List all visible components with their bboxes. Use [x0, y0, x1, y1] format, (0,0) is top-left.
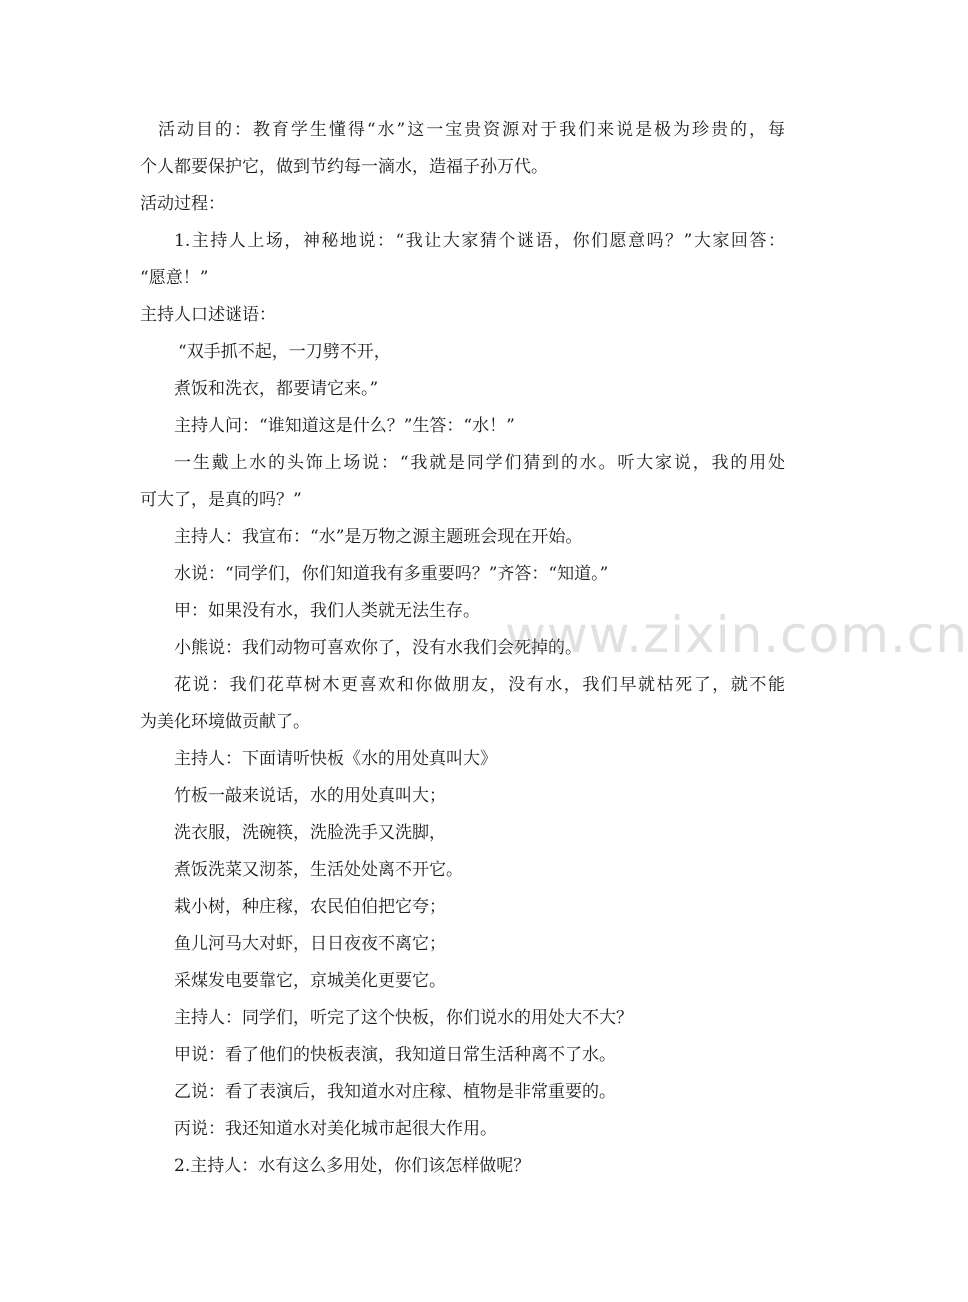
paragraph-line: 活动目的：教育学生懂得“水”这一宝贵资源对于我们来说是极为珍贵的，每	[158, 120, 785, 140]
riddle-line: “双手抓不起，一刀劈不开，	[178, 342, 391, 362]
paragraph-line: 一生戴上水的头饰上场说：“我就是同学们猜到的水。听大家说，我的用处	[174, 453, 785, 473]
paragraph-line: 个人都要保护它，做到节约每一滴水，造福子孙万代。	[140, 157, 548, 177]
paragraph-line: 主持人：同学们，听完了这个快板，你们说水的用处大不大？	[174, 1008, 633, 1028]
paragraph-line: 乙说：看了表演后，我知道水对庄稼、植物是非常重要的。	[174, 1082, 616, 1102]
verse-line: 竹板一敲来说话，水的用处真叫大；	[174, 786, 446, 806]
verse-line: 栽小树，种庄稼，农民伯伯把它夸；	[174, 897, 446, 917]
verse-line: 煮饭洗菜又沏茶，生活处处离不开它。	[174, 860, 463, 880]
paragraph-line: 甲说：看了他们的快板表演，我知道日常生活种离不了水。	[174, 1045, 616, 1065]
paragraph-line: 花说：我们花草树木更喜欢和你做朋友，没有水，我们早就枯死了，就不能	[174, 675, 785, 695]
watermark: www.zixin.com.cn	[505, 606, 968, 664]
verse-line: 采煤发电要靠它，京城美化更要它。	[174, 971, 446, 991]
paragraph-line: 小熊说：我们动物可喜欢你了，没有水我们会死掉的。	[174, 638, 582, 658]
paragraph-line: 主持人：下面请听快板《水的用处真叫大》	[174, 749, 497, 769]
paragraph-line: 主持人问：“谁知道这是什么？”生答：“水！”	[174, 416, 515, 436]
paragraph-line: 水说：“同学们，你们知道我有多重要吗？”齐答：“知道。”	[174, 564, 609, 584]
paragraph-line: “愿意！”	[140, 268, 209, 288]
verse-line: 洗衣服，洗碗筷，洗脸洗手又洗脚，	[174, 823, 446, 843]
paragraph-line: 主持人：我宣布：“水”是万物之源主题班会现在开始。	[174, 527, 583, 547]
paragraph-line: 为美化环境做贡献了。	[140, 712, 310, 732]
verse-line: 鱼儿河马大对虾，日日夜夜不离它；	[174, 934, 446, 954]
paragraph-line: 丙说：我还知道水对美化城市起很大作用。	[174, 1119, 497, 1139]
paragraph-line: 2.主持人：水有这么多用处，你们该怎样做呢？	[174, 1156, 531, 1176]
document-body	[140, 112, 785, 1185]
riddle-line: 煮饭和洗衣，都要请它来。”	[174, 379, 379, 399]
paragraph-line: 甲：如果没有水，我们人类就无法生存。	[174, 601, 480, 621]
paragraph-line: 1.主持人上场，神秘地说：“我让大家猜个谜语，你们愿意吗？”大家回答：	[174, 231, 785, 251]
paragraph-line: 可大了，是真的吗？”	[140, 490, 302, 510]
section-heading: 活动过程：	[140, 194, 225, 214]
paragraph-line: 主持人口述谜语：	[140, 305, 276, 325]
